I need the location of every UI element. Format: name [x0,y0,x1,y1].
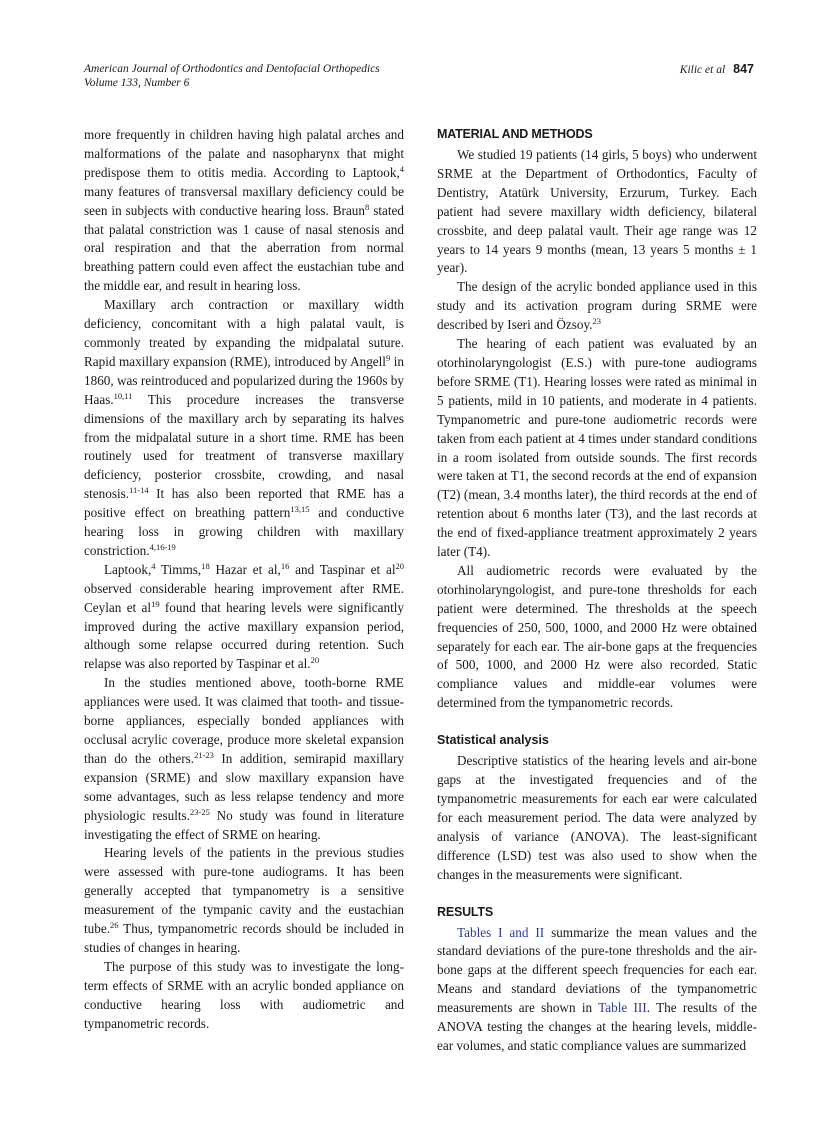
table-link[interactable]: Table III [598,1000,647,1016]
author-running-head: Kilic et al [679,64,726,76]
section-heading-results: RESULTS [437,904,494,919]
citation[interactable]: 23 [592,316,602,327]
paragraph: The purpose of this study was to investigate the long-term effects of SRME with an acrylic bonded appliance on conductive hearing loss with audiometric and tympanometric records. [84,958,404,1031]
journal-volume: Volume 133, Number 6 [84,77,190,89]
subsection-heading-statistics: Statistical analysis [437,733,549,748]
citation[interactable]: 23-25 [190,806,210,817]
paragraph: We studied 19 patients (14 girls, 5 boys) who underwent SRME at the Department of Orthodontics, Faculty of Dentistry, Atatürk University, Erzurum, Turkey. Each patient had severe maxillary width deficiency, bilateral crossbite, and deep palatal vault. Their age range was 12 years to 14 years 9 months (mean, 13 years 5 months ± 1 year). [437,147,757,276]
paragraph: Laptook,$^4$ Timms,$^{18}$ Hazar et al,$^{16}$ and Taspinar et $al^{20}$ observed considerable hearing improvement after RME. Ceylan et $al^{19}$ found that hearing levels were significantly improved during the active maxillary expansion period, although some relapse occurred during retention. Such relapse was also reported by Taspinar et al.$^{20}$ [84,560,404,672]
journal-title: American Journal of Orthodontics and Dentofacial Orthopedics [84,63,380,75]
citation[interactable]: 4 [399,163,404,174]
citation[interactable]: 20 [395,560,404,571]
paragraph: All audiometric records were evaluated by the otorhinolaryngologist, and pure-tone thresholds for each patient were determined. The thresholds at the speech frequencies of 250, 500, 1000, and 2000 Hz were obtained separately for each ear. The air-bone gaps at the frequencies of 500, 1000, and 2000 Hz were also recorded. Static compliance values and middle-ear volumes were determined from the tympanometric records. [437,562,757,711]
citation[interactable]: 4,16-19 [149,541,176,552]
paragraph: Descriptive statistics of the hearing levels and air-bone gaps at the investigated frequencies and of the tympanometric measurements for each ear were calculated for each measurement period. The data were analyzed by analysis of variance (ANOVA). The least-significant difference (LSD) test was also used to show when the changes in the measurements were significant. [437,753,757,882]
page-info [680,62,754,77]
citation[interactable]: 13,15 [290,504,310,515]
citation[interactable]: 11-14 [129,485,149,496]
citation[interactable]: 10,11 [113,390,133,401]
citation[interactable]: 4 [151,560,156,571]
paragraph: Hearing levels of the patients in the previous studies were assessed with pure-tone audiograms. It has been generally accepted that tympanometry is a sensitive measurement of the tympanic cavity and the eustachian tube.$^{26}$ Thus, tympanometric records should be included in studies of changes in hearing. [84,845,404,955]
citation[interactable]: 9 [385,352,391,363]
citation[interactable]: 20 [310,655,320,666]
paragraph: The design of the acrylic bonded appliance used in this study and its activation program during SRME were described by Iseri and Özsoy.$^{23}$ [437,279,757,333]
running-header [84,62,754,90]
citation[interactable]: 18 [201,560,210,571]
page-number: 847 [733,62,754,76]
table-link[interactable]: Tables I and II [457,924,545,940]
paragraph: Maxillary arch contraction or maxillary width deficiency, concomitant with a high palatal vault, is commonly treated by expanding the midpalatal suture. Rapid maxillary expansion (RME), introduced by Angell$^9$ in 1860, was reintroduced and popularized during the 1960s by Haas.$^{10,11}$ This procedure increases the transverse dimensions of the maxillary arch by separating its halves from the midpalatal suture in a short time. RME has been routinely used for treatment of transverse maxillary deficiency, posterior crossbite, crowding, and nasal stenosis.$^{11-14}$ It has also been reported that RME has a positive effect on breathing pattern$^{13,15}$ and conductive hearing loss in growing children with maxillary constriction.$^{4,16-19}$ [84,297,404,558]
left-column [84,126,404,1034]
citation[interactable]: 26 [110,920,119,931]
paragraph: The hearing of each patient was evaluated by an otorhinolaryngologist (E.S.) with pure-tone audiograms before SRME (T1). Hearing losses were rated as minimal in 5 patients, mild in 10 patients, and moderate in 4 patients. Tympanometric and pure-tone audiometric records were taken from each patient at 4 times under standard conditions in a room isolated from outside sounds. The first records were taken at T1, the second records at the end of expansion (T2) (mean, 3.4 months later), the third records at the end of retention about 6 months later (T3), and the last records at the end of fixed-appliance treatment approximately 2 years later (T4). [437,336,757,560]
paragraph: more frequently in children having high palatal arches and malformations of the palate and nasopharynx that might predispose them to otitis media. According to Laptook,$^4$ many features of transversal maxillary deficiency could be seen in subjects with conductive hearing loss. Braun$^8$ stated that palatal constriction was 1 cause of nasal stenosis and oral respiration and that the aberration from normal breathing pattern could even affect the eustachian tube and the middle ear, and result in hearing loss. [84,127,404,294]
right-column [437,126,757,1056]
citation[interactable]: 16 [280,560,290,571]
paragraph: Tables I and II summarize the mean values and the standard deviations of the pure-tone thresholds and the air-bone gaps at the different speech frequencies for each ear. Means and standard deviations of the tympanometric measurements are shown in Table III. The results of the ANOVA testing the changes at the hearing levels, middle-ear volumes, and static compliance values are summarized [437,924,757,1053]
citation[interactable]: 8 [365,201,370,212]
citation[interactable]: 19 [151,598,160,609]
citation[interactable]: 21-23 [194,749,214,760]
paragraph: In the studies mentioned above, tooth-borne RME appliances were used. It was claimed that tooth- and tissue-borne appliances, especially bonded appliances with occlusal acrylic coverage, produce more skeletal expansion than do the others.$^{21-23}$ In addition, semirapid maxillary expansion (SRME) and slow maxillary expansion have some advantages, such as less relapse tendency and more physiologic results.$^{23-25}$ No study was found in literature investigating the effect of SRME on hearing. [84,675,404,842]
section-heading-methods: MATERIAL AND METHODS [437,127,593,141]
